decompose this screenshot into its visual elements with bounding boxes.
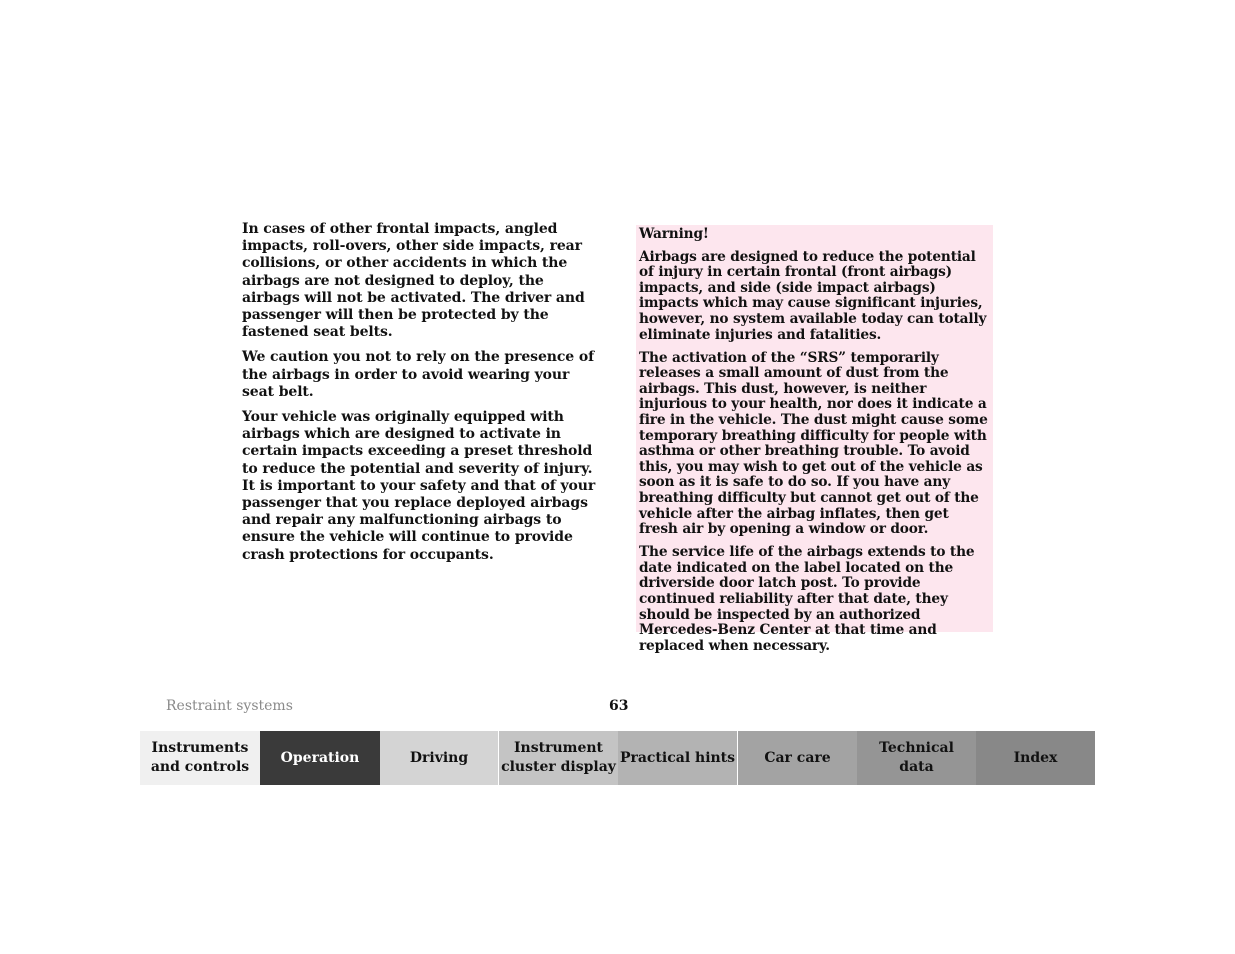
warning-paragraph-dust: The activation of the “SRS” temporarily releases a small amount of dust from the airbags. This dust, however, is neither injurious to your health, nor does it indicate a fire in the vehicle. The dust might cause some temporary breathing difficulty for people with asthma or other breathing trouble. To avoid this, you may wish to get out of the vehicle as soon as it is safe to do so. If you have any breathing difficulty but cannot get out of the vehicle after the airbag inflates, then get fresh air by opening a window or door. bbox=[639, 349, 988, 538]
tab-driving[interactable]: Driving bbox=[380, 731, 499, 785]
tab-operation[interactable]: Operation bbox=[260, 731, 380, 785]
warning-paragraph-service-life: The service life of the airbags extends to the date indicated on the label located on the driverside door latch post. To provide continued reliability after that date, they should be inspected by an authorized Mercedes-Benz Center at that time and replaced when necessary. bbox=[639, 544, 975, 654]
tab-practical-hints[interactable]: Practical hints bbox=[618, 731, 738, 785]
tab-car-care[interactable]: Car care bbox=[738, 731, 857, 785]
tab-instruments-and-controls[interactable]: Instruments and controls bbox=[140, 731, 260, 785]
tab-index[interactable]: Index bbox=[976, 731, 1095, 785]
tab-instrument-cluster-display[interactable]: Instrument cluster display bbox=[499, 731, 618, 785]
tab-technical-data[interactable]: Technical data bbox=[857, 731, 976, 785]
chapter-nav bbox=[140, 731, 1095, 785]
paragraph-airbag-equipment: Your vehicle was originally equipped with airbags which are designed to activate in certain impacts exceeding a preset threshold to reduce the potential and severity of injury. It is important to your safety and that of your passenger that you replace deployed airbags and repair any malfunctioning airbags to ensure the vehicle will continue to provide crash protections for occupants. bbox=[242, 409, 596, 563]
warning-box bbox=[636, 225, 993, 654]
section-title: Restraint systems bbox=[166, 698, 293, 714]
main-text-column bbox=[242, 221, 604, 572]
warning-paragraph-injury: Airbags are designed to reduce the potential of injury in certain frontal (front airbags) impacts, and side (side impact airbags) impacts which may cause significant injuries, however, no system available today can totally eliminate injuries and fatalities. bbox=[639, 248, 987, 343]
warning-title: Warning! bbox=[639, 226, 709, 242]
page-number: 63 bbox=[609, 698, 629, 714]
paragraph-other-impacts: In cases of other frontal impacts, angled impacts, roll-overs, other side impacts, rear collisions, or other accidents in which the airbags are not designed to deploy, the airbags will not be activated. The driver and passenger will then be protected by the fastened seat belts. bbox=[242, 221, 585, 341]
paragraph-seat-belt-caution: We caution you not to rely on the presence of the airbags in order to avoid wearing your seat belt. bbox=[242, 349, 595, 400]
